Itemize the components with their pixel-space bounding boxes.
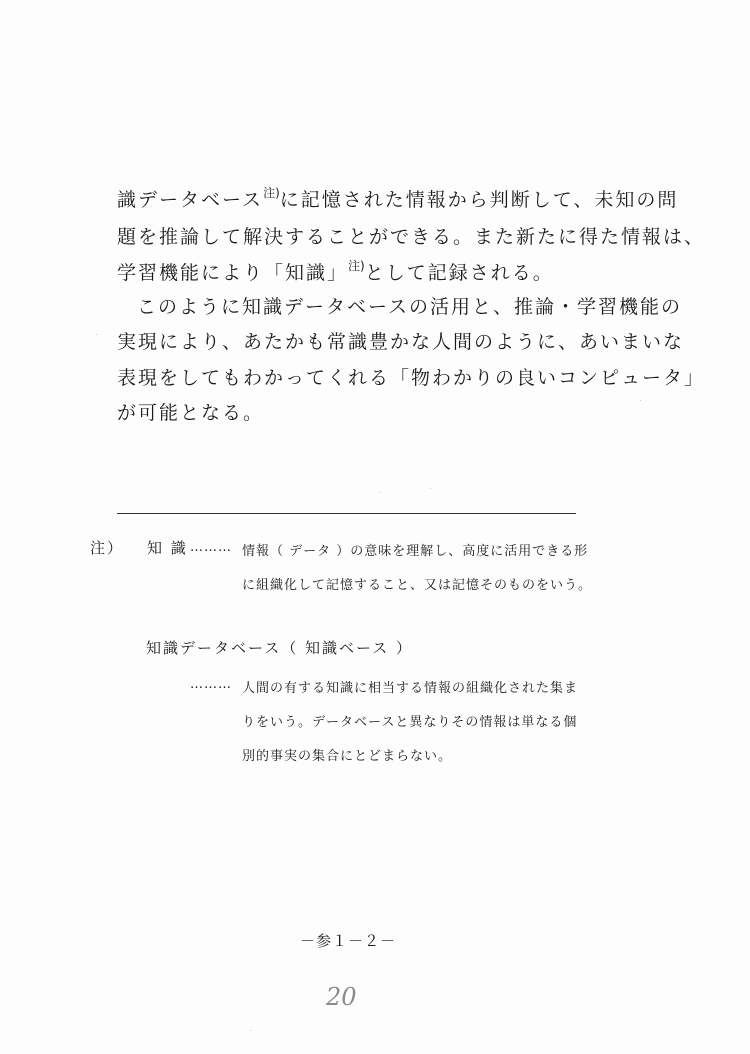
footnote-divider xyxy=(117,513,576,514)
body-line-2: 題を推論して解決することができる。また新たに得た情報は、 xyxy=(117,226,706,248)
body-line-1 xyxy=(117,185,678,212)
notes-label: 注） xyxy=(90,539,125,557)
body-line-3-text-a: 学習機能により「知識」 xyxy=(117,262,349,284)
note1-line-2: に組織化して記憶すること、又は記憶そのものをいう。 xyxy=(242,578,593,593)
scan-speck xyxy=(640,400,641,401)
body-line-1-text-b: に記憶された情報から判断して、未知の問 xyxy=(279,189,679,211)
note1-line-1: 情報（ データ ）の意味を理解し、高度に活用できる形 xyxy=(242,544,589,559)
scan-speck xyxy=(250,1030,251,1031)
note-leader-dots: ……… xyxy=(190,540,232,555)
body-line-5: 実現により、あたかも常識豊かな人間のように、あいまいな xyxy=(117,331,685,353)
scan-speck xyxy=(430,488,431,489)
body-line-4: このように知識データベースの活用と、推論・学習機能の xyxy=(137,296,683,318)
body-line-1-text-a: 識データベース xyxy=(117,189,264,211)
scan-speck xyxy=(96,334,97,335)
body-line-6: 表現をしてもわかってくれる「物わかりの良いコンピュータ」 xyxy=(117,367,706,389)
scan-speck xyxy=(380,492,381,493)
note2-line-1: 人間の有する知識に相当する情報の組織化された集ま xyxy=(242,681,579,696)
note2-line-2: りをいう。データベースと異なりその情報は単なる個 xyxy=(242,715,578,730)
body-line-3-text-b: として記録される。 xyxy=(364,262,554,284)
footnote-marker: 注) xyxy=(348,259,365,273)
handwritten-page-number: 20 xyxy=(326,983,357,1011)
note2-line-3: 別的事実の集合にとどまらない。 xyxy=(242,749,453,764)
body-line-3 xyxy=(117,258,554,285)
note-leader-dots: ……… xyxy=(190,677,232,692)
note-term-knowledge-database: 知識データベース（ 知識ベース ） xyxy=(146,639,414,657)
footnote-marker: 注) xyxy=(263,186,280,200)
note-term-knowledge: 知 識 xyxy=(147,539,188,557)
page-number: －参１－２－ xyxy=(300,932,397,950)
body-line-7: が可能となる。 xyxy=(117,402,265,424)
